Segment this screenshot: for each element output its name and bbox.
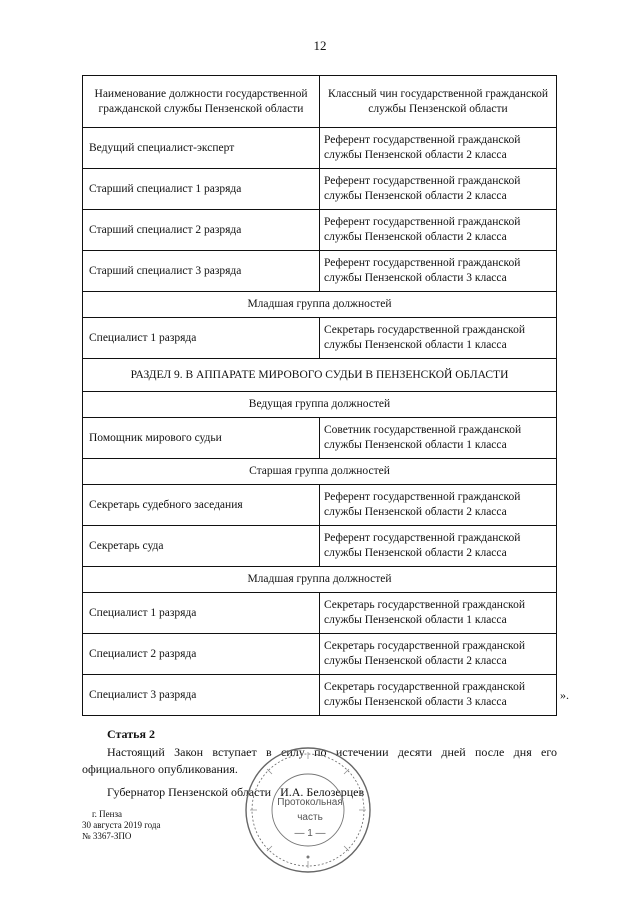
rank-cell: Советник государственной гражданской службы Пензенской области 1 класса: [320, 418, 557, 459]
position-cell: Старший специалист 3 разряда: [83, 251, 320, 292]
signing-date: 30 августа 2019 года: [82, 820, 161, 830]
section-row: [83, 359, 557, 392]
rank-cell: Референт государственной гражданской службы Пензенской области 2 класса: [320, 485, 557, 526]
positions-table: [82, 75, 557, 716]
position-cell: Старший специалист 1 разряда: [83, 169, 320, 210]
position-cell: Специалист 3 разряда: [83, 675, 320, 716]
official-seal-icon: [243, 745, 373, 875]
position-cell: Ведущий специалист-эксперт: [83, 128, 320, 169]
rank-cell: Секретарь государственной гражданской службы Пензенской области 1 класса: [320, 318, 557, 359]
stamp-label: — 1 —: [294, 828, 326, 839]
table-row: [83, 526, 557, 567]
table-row: [83, 169, 557, 210]
position-cell: Старший специалист 2 разряда: [83, 210, 320, 251]
header-position: Наименование должности государственной гражданской службы Пензенской области: [83, 76, 320, 128]
header-rank: Классный чин государственной гражданской службы Пензенской области: [320, 76, 557, 128]
rank-cell: Референт государственной гражданской службы Пензенской области 2 класса: [320, 128, 557, 169]
signing-place: г. Пенза: [92, 809, 123, 819]
closing-quote-mark: ».: [560, 688, 569, 702]
rank-cell: Секретарь государственной гражданской службы Пензенской области 3 класса: [320, 675, 557, 716]
stamp-label: Протокольная: [277, 797, 343, 808]
law-number: № 3367-ЗПО: [82, 831, 132, 841]
article-body: Настоящий Закон вступает в силу по истечении десяти дней после дня его официального опубликования.: [82, 745, 557, 776]
section-heading: РАЗДЕЛ 9. В АППАРАТЕ МИРОВОГО СУДЬИ В ПЕНЗЕНСКОЙ ОБЛАСТИ: [83, 359, 557, 392]
table-row: [83, 128, 557, 169]
position-cell: Специалист 1 разряда: [83, 318, 320, 359]
group-heading: Младшая группа должностей: [83, 292, 557, 318]
article-title: Статья 2: [107, 727, 155, 741]
table-row: [83, 634, 557, 675]
rank-cell: Референт государственной гражданской службы Пензенской области 2 класса: [320, 210, 557, 251]
group-row: [83, 459, 557, 485]
table-row: [83, 593, 557, 634]
table-row: [83, 251, 557, 292]
table-row: [83, 418, 557, 459]
position-cell: Помощник мирового судьи: [83, 418, 320, 459]
table-row: [83, 675, 557, 716]
position-cell: Специалист 1 разряда: [83, 593, 320, 634]
rank-cell: Референт государственной гражданской службы Пензенской области 2 класса: [320, 169, 557, 210]
stamp-label: часть: [297, 812, 323, 823]
rank-cell: Секретарь государственной гражданской службы Пензенской области 2 класса: [320, 634, 557, 675]
position-cell: Секретарь судебного заседания: [83, 485, 320, 526]
table-row: [83, 210, 557, 251]
group-row: [83, 292, 557, 318]
group-row: [83, 392, 557, 418]
governor-signature-line: Губернатор Пензенской области И.А. Белозерцев: [107, 785, 365, 799]
rank-cell: Секретарь государственной гражданской службы Пензенской области 1 класса: [320, 593, 557, 634]
table-header-row: [83, 76, 557, 128]
position-cell: Специалист 2 разряда: [83, 634, 320, 675]
position-cell: Секретарь суда: [83, 526, 320, 567]
group-heading: Старшая группа должностей: [83, 459, 557, 485]
rank-cell: Референт государственной гражданской службы Пензенской области 2 класса: [320, 526, 557, 567]
group-heading: Ведущая группа должностей: [83, 392, 557, 418]
group-row: [83, 567, 557, 593]
table-row: [83, 485, 557, 526]
table-row: [83, 318, 557, 359]
group-heading: Младшая группа должностей: [83, 567, 557, 593]
rank-cell: Референт государственной гражданской службы Пензенской области 3 класса: [320, 251, 557, 292]
page-number: 12: [313, 38, 327, 53]
